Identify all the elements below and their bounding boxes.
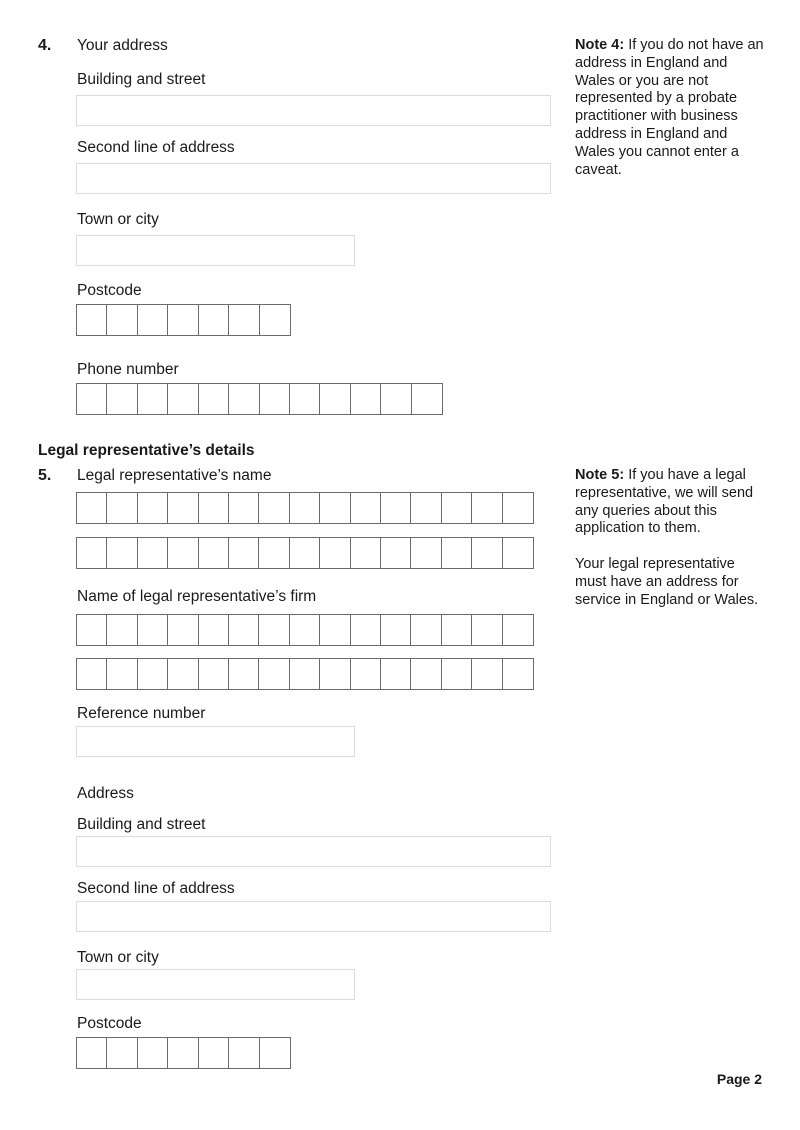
question-4-number: 4.: [38, 37, 52, 54]
character-box[interactable]: [138, 384, 168, 414]
character-box[interactable]: [168, 384, 198, 414]
character-box[interactable]: [168, 305, 198, 335]
character-box[interactable]: [77, 493, 107, 523]
character-box[interactable]: [290, 615, 320, 645]
q5-building-input[interactable]: [76, 836, 551, 867]
q4-phone-label: Phone number: [77, 361, 179, 378]
character-box[interactable]: [168, 1038, 198, 1068]
character-box[interactable]: [77, 305, 107, 335]
q5-name-label: Legal representative’s name: [77, 467, 272, 484]
character-box[interactable]: [320, 538, 350, 568]
character-box[interactable]: [290, 384, 320, 414]
character-box[interactable]: [168, 615, 198, 645]
character-box[interactable]: [259, 659, 289, 689]
character-box[interactable]: [138, 305, 168, 335]
q5-firm-boxes-line-2[interactable]: [76, 658, 534, 690]
character-box[interactable]: [77, 615, 107, 645]
character-box[interactable]: [381, 659, 411, 689]
q5-name-boxes-line-1[interactable]: [76, 492, 534, 524]
character-box[interactable]: [138, 615, 168, 645]
character-box[interactable]: [199, 538, 229, 568]
q4-phone-boxes[interactable]: [76, 383, 443, 415]
character-box[interactable]: [107, 305, 137, 335]
note-4: [575, 37, 770, 179]
character-box[interactable]: [442, 659, 472, 689]
question-5-number: 5.: [38, 467, 52, 484]
q4-postcode-label: Postcode: [77, 282, 142, 299]
character-box[interactable]: [107, 659, 137, 689]
character-box[interactable]: [229, 493, 259, 523]
character-box[interactable]: [199, 384, 229, 414]
character-box[interactable]: [290, 493, 320, 523]
character-box[interactable]: [320, 615, 350, 645]
character-box[interactable]: [229, 659, 259, 689]
character-box[interactable]: [107, 538, 137, 568]
character-box[interactable]: [503, 493, 533, 523]
character-box[interactable]: [229, 615, 259, 645]
character-box[interactable]: [320, 493, 350, 523]
character-box[interactable]: [503, 615, 533, 645]
character-box[interactable]: [260, 1038, 290, 1068]
character-box[interactable]: [351, 493, 381, 523]
character-box[interactable]: [381, 615, 411, 645]
character-box[interactable]: [411, 538, 441, 568]
character-box[interactable]: [259, 615, 289, 645]
character-box[interactable]: [472, 538, 502, 568]
q4-building-label: Building and street: [77, 71, 206, 88]
character-box[interactable]: [351, 659, 381, 689]
character-box[interactable]: [259, 493, 289, 523]
q5-town-input[interactable]: [76, 969, 355, 1000]
character-box[interactable]: [107, 493, 137, 523]
character-box[interactable]: [229, 1038, 259, 1068]
character-box[interactable]: [199, 659, 229, 689]
character-box[interactable]: [290, 538, 320, 568]
character-box[interactable]: [411, 659, 441, 689]
question-4-title: Your address: [77, 37, 168, 54]
character-box[interactable]: [381, 493, 411, 523]
character-box[interactable]: [260, 384, 290, 414]
character-box[interactable]: [168, 538, 198, 568]
character-box[interactable]: [381, 538, 411, 568]
character-box[interactable]: [77, 384, 107, 414]
q5-firm-boxes-line-1[interactable]: [76, 614, 534, 646]
q5-postcode-label: Postcode: [77, 1015, 142, 1032]
character-box[interactable]: [411, 615, 441, 645]
q4-second-line-label: Second line of address: [77, 139, 235, 156]
character-box[interactable]: [107, 384, 137, 414]
q4-postcode-boxes[interactable]: [76, 304, 291, 336]
q4-building-input[interactable]: [76, 95, 551, 126]
character-box[interactable]: [138, 659, 168, 689]
note-5: [575, 467, 770, 610]
character-box[interactable]: [138, 538, 168, 568]
character-box[interactable]: [77, 538, 107, 568]
note-4-text: If you do not have an address in England and Wales or you are not represented by a probate practitioner with business address in England and Wales you cannot enter a caveat.: [575, 37, 764, 178]
note-5-text-1: If you have a legal representative, we will send any queries about this application to them.: [575, 467, 754, 537]
note-5-heading: Note 5:: [575, 467, 625, 483]
character-box[interactable]: [168, 659, 198, 689]
character-box[interactable]: [229, 538, 259, 568]
q5-postcode-boxes[interactable]: [76, 1037, 291, 1069]
character-box[interactable]: [412, 384, 442, 414]
q4-second-line-input[interactable]: [76, 163, 551, 194]
q5-building-label: Building and street: [77, 816, 206, 833]
character-box[interactable]: [229, 305, 259, 335]
character-box[interactable]: [229, 384, 259, 414]
character-box[interactable]: [503, 538, 533, 568]
character-box[interactable]: [199, 1038, 229, 1068]
character-box[interactable]: [411, 493, 441, 523]
q4-town-input[interactable]: [76, 235, 355, 266]
q5-name-boxes-line-2[interactable]: [76, 537, 534, 569]
character-box[interactable]: [199, 305, 229, 335]
character-box[interactable]: [77, 659, 107, 689]
character-box[interactable]: [320, 659, 350, 689]
character-box[interactable]: [77, 1038, 107, 1068]
character-box[interactable]: [138, 1038, 168, 1068]
legal-rep-section-heading: Legal representative’s details: [38, 442, 255, 459]
character-box[interactable]: [107, 1038, 137, 1068]
character-box[interactable]: [320, 384, 350, 414]
q5-town-label: Town or city: [77, 949, 159, 966]
q5-second-line-label: Second line of address: [77, 880, 235, 897]
character-box[interactable]: [351, 615, 381, 645]
character-box[interactable]: [442, 538, 472, 568]
character-box[interactable]: [351, 538, 381, 568]
q5-reference-label: Reference number: [77, 705, 206, 722]
q5-second-line-input[interactable]: [76, 901, 551, 932]
q5-firm-label: Name of legal representative’s firm: [77, 588, 317, 605]
character-box[interactable]: [442, 493, 472, 523]
character-box[interactable]: [503, 659, 533, 689]
page-number: Page 2: [716, 1071, 762, 1087]
character-box[interactable]: [260, 305, 290, 335]
q5-address-label: Address: [77, 785, 134, 802]
character-box[interactable]: [472, 493, 502, 523]
character-box[interactable]: [259, 538, 289, 568]
character-box[interactable]: [381, 384, 411, 414]
q4-town-label: Town or city: [77, 211, 159, 228]
character-box[interactable]: [472, 615, 502, 645]
note-4-heading: Note 4:: [575, 37, 625, 53]
character-box[interactable]: [168, 493, 198, 523]
character-box[interactable]: [472, 659, 502, 689]
character-box[interactable]: [199, 493, 229, 523]
character-box[interactable]: [442, 615, 472, 645]
character-box[interactable]: [107, 615, 137, 645]
character-box[interactable]: [351, 384, 381, 414]
q5-reference-input[interactable]: [76, 726, 355, 757]
character-box[interactable]: [199, 615, 229, 645]
character-box[interactable]: [290, 659, 320, 689]
note-5-text-2: Your legal representative must have an address for service in England or Wales.: [575, 556, 759, 608]
character-box[interactable]: [138, 493, 168, 523]
